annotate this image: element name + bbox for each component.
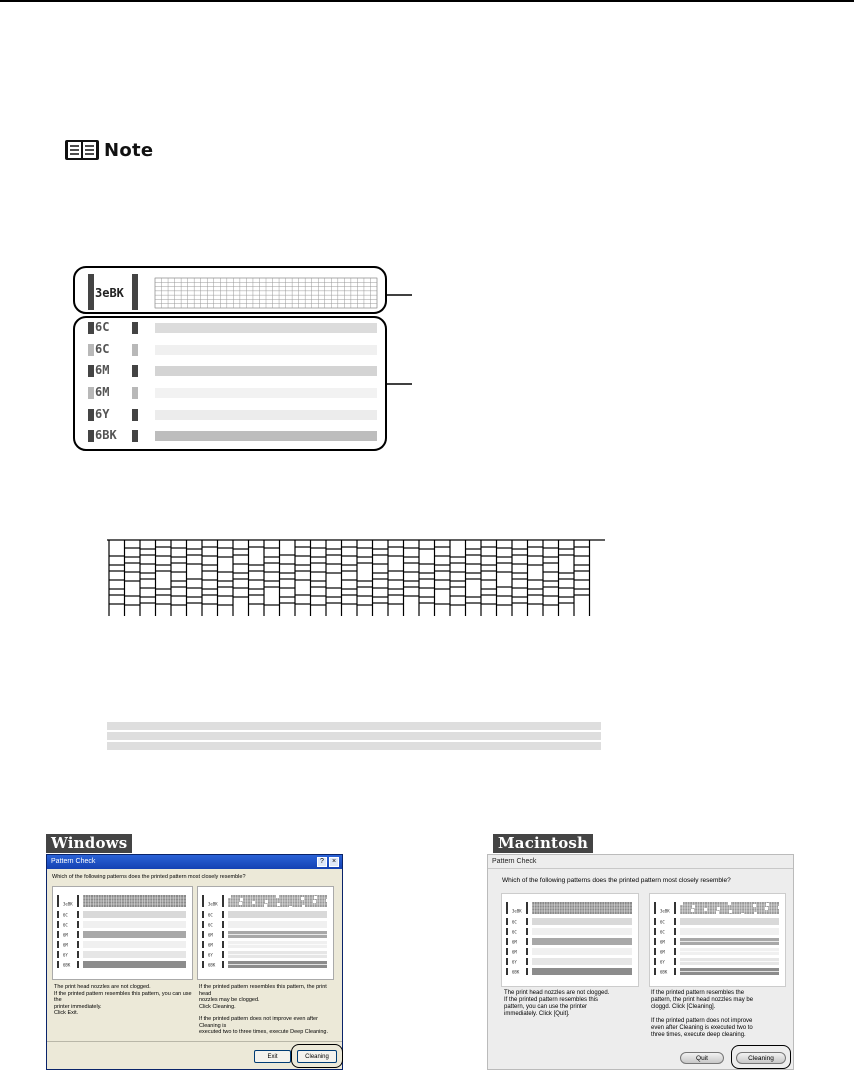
missing-dot (691, 909, 694, 912)
missing-dot (692, 905, 695, 908)
missing-dot (264, 904, 267, 907)
row-label: 6Y (95, 407, 110, 421)
missing-dot (265, 900, 268, 903)
mini-label: 6C (660, 929, 665, 935)
nozzle-marker (77, 895, 79, 907)
nozzle-marker (57, 895, 59, 907)
missing-dot (717, 907, 720, 910)
macintosh-badge: Macintosh (493, 834, 593, 853)
missing-dot (313, 900, 316, 903)
pattern-option-clogged[interactable] (649, 893, 786, 987)
nozzle-marker (526, 968, 528, 975)
color-band (83, 941, 186, 948)
mini-label: 3eBK (660, 908, 670, 914)
mini-pattern (198, 887, 333, 979)
color-band (228, 911, 327, 918)
color-band (83, 921, 186, 928)
nozzle-marker (526, 928, 528, 935)
cleaning-button[interactable]: Cleaning (736, 1052, 786, 1064)
missing-dot (778, 906, 781, 909)
nozzle-marker (506, 958, 508, 965)
nozzle-marker (506, 918, 508, 925)
color-band (83, 911, 186, 918)
missing-dot (704, 908, 707, 911)
nozzle-marker (222, 921, 224, 928)
nozzle-marker (222, 931, 224, 938)
mini-label: 3eBK (512, 908, 522, 914)
nozzle-marker (674, 968, 676, 975)
nozzle-marker (506, 948, 508, 955)
nozzle-marker (57, 951, 59, 958)
mini-label: 6BK (63, 962, 71, 968)
help-icon[interactable]: ? (317, 857, 327, 867)
clogged-pattern-description: If the printed pattern resembles this pattern, the print head nozzles may be clogged. Click Cleaning. If the printed pattern does not improve even after Cleaning is executed two to three times, execute Deep Cleaning. (199, 984, 329, 1035)
nozzle-marker (202, 961, 204, 968)
mini-label: 6M (63, 932, 68, 938)
color-band (532, 938, 632, 945)
mini-label: 6C (208, 922, 213, 928)
enlarged-black-pattern (107, 536, 605, 616)
missing-dot (302, 905, 305, 908)
nozzle-marker (77, 931, 79, 938)
nozzle-marker (654, 938, 656, 945)
nozzle-marker (654, 918, 656, 925)
missing-dot (728, 902, 731, 905)
mini-label: 6M (660, 949, 665, 955)
nozzle-marker (506, 928, 508, 935)
nozzle-marker (202, 941, 204, 948)
mini-pattern (650, 894, 785, 986)
nozzle-marker (57, 941, 59, 948)
missing-dot (716, 911, 719, 914)
row-label: 6C (95, 342, 110, 356)
row-label: 3eBK (95, 286, 124, 300)
book-icon (64, 138, 100, 162)
missing-dot (252, 901, 255, 904)
missing-dot (228, 895, 231, 898)
missing-dot (301, 897, 304, 900)
mini-label: 6C (660, 919, 665, 925)
color-band (680, 928, 779, 935)
dialog-title: Pattern Check (51, 858, 96, 865)
enlarged-color-pattern (107, 722, 601, 750)
nozzle-marker (222, 911, 224, 918)
pattern-option-good[interactable] (52, 886, 193, 980)
mini-label: 6M (512, 949, 517, 955)
nozzle-marker (506, 938, 508, 945)
nozzle-marker (654, 928, 656, 935)
dialog-title: Pattern Check (492, 858, 537, 865)
row-label: 6M (95, 385, 110, 399)
dialog-question: Which of the following patterns does the printed pattern most closely resemble? (502, 877, 731, 884)
color-band (83, 961, 186, 968)
color-band (83, 931, 186, 938)
mini-label: 6C (512, 929, 517, 935)
nozzle-marker (506, 902, 508, 914)
cleaning-button[interactable]: Cleaning (297, 1050, 337, 1063)
divider (488, 868, 793, 869)
note-heading (64, 138, 153, 162)
mini-label: 6Y (63, 952, 68, 958)
color-band (532, 948, 632, 955)
nozzle-marker (526, 958, 528, 965)
nozzle-marker (526, 902, 528, 914)
nozzle-marker (674, 958, 676, 965)
nozzle-marker (222, 895, 224, 907)
color-band (680, 918, 779, 925)
divider (47, 1041, 342, 1042)
nozzle-marker (57, 961, 59, 968)
nozzle-marker (674, 948, 676, 955)
nozzle-marker (526, 938, 528, 945)
color-band (532, 968, 632, 975)
missing-dot (754, 912, 757, 915)
mini-label: 6C (63, 922, 68, 928)
note-label: Note (104, 139, 154, 161)
mini-label: 3eBK (208, 901, 218, 907)
missing-dot (239, 902, 242, 905)
exit-button[interactable]: Exit (254, 1050, 291, 1063)
mini-pattern (502, 894, 638, 986)
clogged-pattern-description: If the printed pattern resembles the pattern, the print head nozzles may be cloggd. Click [Cleaning]. If the printed pattern does not improve even after Cleaning is executed two to three times, execute deep cleaning. (651, 990, 754, 1038)
windows-pattern-check-dialog (46, 854, 343, 1070)
mini-label: 3eBK (63, 901, 73, 907)
mini-label: 6C (208, 912, 213, 918)
mini-label: 6Y (660, 959, 665, 965)
nozzle-marker (202, 911, 204, 918)
color-band (532, 958, 632, 965)
missing-dot (766, 903, 769, 906)
mini-label: 6C (512, 919, 517, 925)
pattern-option-clogged[interactable] (197, 886, 334, 980)
nozzle-marker (77, 951, 79, 958)
nozzle-marker (77, 941, 79, 948)
missing-dot (741, 913, 744, 916)
color-band (532, 918, 632, 925)
nozzle-marker (654, 902, 656, 914)
title-bar (47, 855, 342, 869)
color-band (532, 928, 632, 935)
nozzle-marker (526, 918, 528, 925)
mini-label: 6BK (512, 969, 520, 975)
mini-label: 6C (63, 912, 68, 918)
quit-button[interactable]: Quit (680, 1052, 724, 1064)
nozzle-marker (222, 961, 224, 968)
missing-dot (753, 904, 756, 907)
mini-pattern (53, 887, 192, 979)
nozzle-marker (654, 948, 656, 955)
mac-pattern-check-dialog (487, 854, 794, 1070)
windows-badge: Windows (46, 834, 132, 853)
mini-label: 6M (208, 932, 213, 938)
nozzle-marker (222, 941, 224, 948)
nozzle-marker (57, 921, 59, 928)
missing-dot (289, 906, 292, 909)
mini-label: 6BK (208, 962, 216, 968)
mini-label: 6BK (660, 969, 668, 975)
nozzle-marker (77, 911, 79, 918)
close-icon[interactable]: × (329, 857, 339, 867)
row-label: 6C (95, 320, 110, 334)
nozzle-marker (77, 961, 79, 968)
nozzle-marker (202, 931, 204, 938)
nozzle-marker (77, 921, 79, 928)
missing-dot (729, 910, 732, 913)
nozzle-marker (674, 928, 676, 935)
nozzle-marker (674, 918, 676, 925)
missing-dot (240, 898, 243, 901)
good-pattern-description: The print head nozzles are not clogged. If the printed pattern resembles this pattern, you can use the printer immediately. Click [Quit]. (504, 990, 610, 1017)
cleaning-button-callout (291, 1044, 343, 1068)
nozzle-marker (674, 938, 676, 945)
page-top-rule (0, 0, 854, 2)
missing-dot (326, 899, 329, 902)
missing-dot (277, 903, 280, 906)
nozzle-marker (202, 921, 204, 928)
nozzle-marker (202, 895, 204, 907)
missing-dot (680, 902, 683, 905)
missing-dot (276, 895, 279, 898)
mini-label: 6M (512, 939, 517, 945)
row-label: 6M (95, 363, 110, 377)
color-band (228, 921, 327, 928)
nozzle-marker (654, 958, 656, 965)
missing-dot (314, 896, 317, 899)
cleaning-button-callout (731, 1045, 791, 1069)
color-band (83, 951, 186, 958)
nozzle-marker (57, 931, 59, 938)
dialog-question: Which of the following patterns does the printed pattern most closely resemble? (52, 874, 246, 880)
missing-dot (765, 907, 768, 910)
mini-label: 6M (660, 939, 665, 945)
mini-label: 6Y (208, 952, 213, 958)
nozzle-marker (526, 948, 528, 955)
pattern-option-good[interactable] (501, 893, 639, 987)
good-pattern-description: The print head nozzles are not clogged. If the printed pattern resembles this pattern, you can use the printer immediately. Click Exit. (54, 984, 192, 1016)
mini-label: 6Y (512, 959, 517, 965)
nozzle-marker (202, 951, 204, 958)
nozzle-marker (654, 968, 656, 975)
mini-label: 6M (208, 942, 213, 948)
nozzle-marker (222, 951, 224, 958)
nozzle-marker (57, 911, 59, 918)
nozzle-marker (506, 968, 508, 975)
row-label: 6BK (95, 428, 117, 442)
mini-label: 6M (63, 942, 68, 948)
nozzle-marker (674, 902, 676, 914)
